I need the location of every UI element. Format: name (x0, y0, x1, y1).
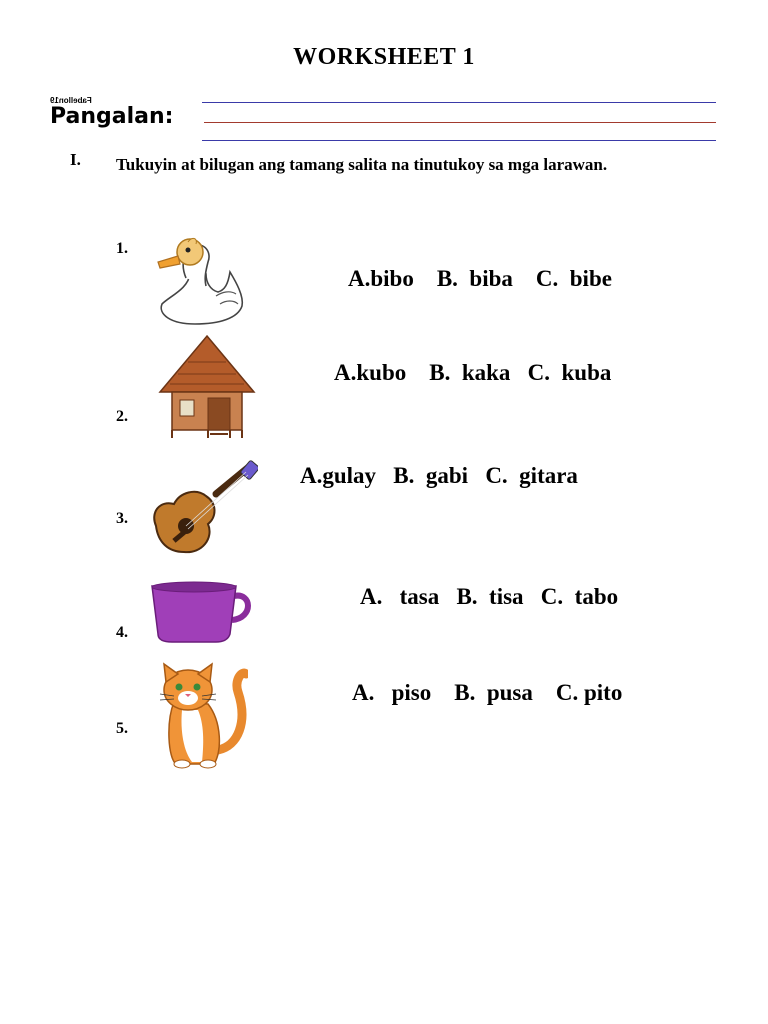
item-number: 3. (116, 510, 128, 527)
duck-icon (150, 234, 246, 328)
item-number: 1. (116, 240, 128, 257)
item-number: 2. (116, 408, 128, 425)
answer-choices[interactable]: A.kubo B. kaka C. kuba (334, 360, 612, 385)
answer-choices[interactable]: A. tasa B. tisa C. tabo (360, 584, 619, 609)
guitar-icon (146, 460, 258, 558)
item-number: 4. (116, 624, 128, 641)
name-label: Pangalan: (50, 104, 174, 129)
answer-choices[interactable]: A.bibo B. biba C. bibe (348, 266, 612, 291)
instruction-text: Tukuyin at bilugan ang tamang salita na tinutukoy sa mga larawan. (116, 155, 608, 174)
worksheet-title: WORKSHEET 1 (293, 44, 475, 70)
instruction-number: I. (70, 150, 81, 169)
cat-icon (152, 662, 248, 770)
answer-choices[interactable]: A. piso B. pusa C. pito (352, 680, 623, 705)
name-line-top (202, 102, 716, 103)
name-line-middle[interactable] (204, 122, 716, 123)
hut-icon (158, 334, 256, 440)
item-number: 5. (116, 720, 128, 737)
cup-icon (148, 580, 254, 644)
name-section (48, 96, 720, 140)
name-line-bottom (202, 140, 716, 141)
author-watermark: Fabellon19 (50, 96, 92, 105)
answer-choices[interactable]: A.gulay B. gabi C. gitara (300, 463, 578, 488)
